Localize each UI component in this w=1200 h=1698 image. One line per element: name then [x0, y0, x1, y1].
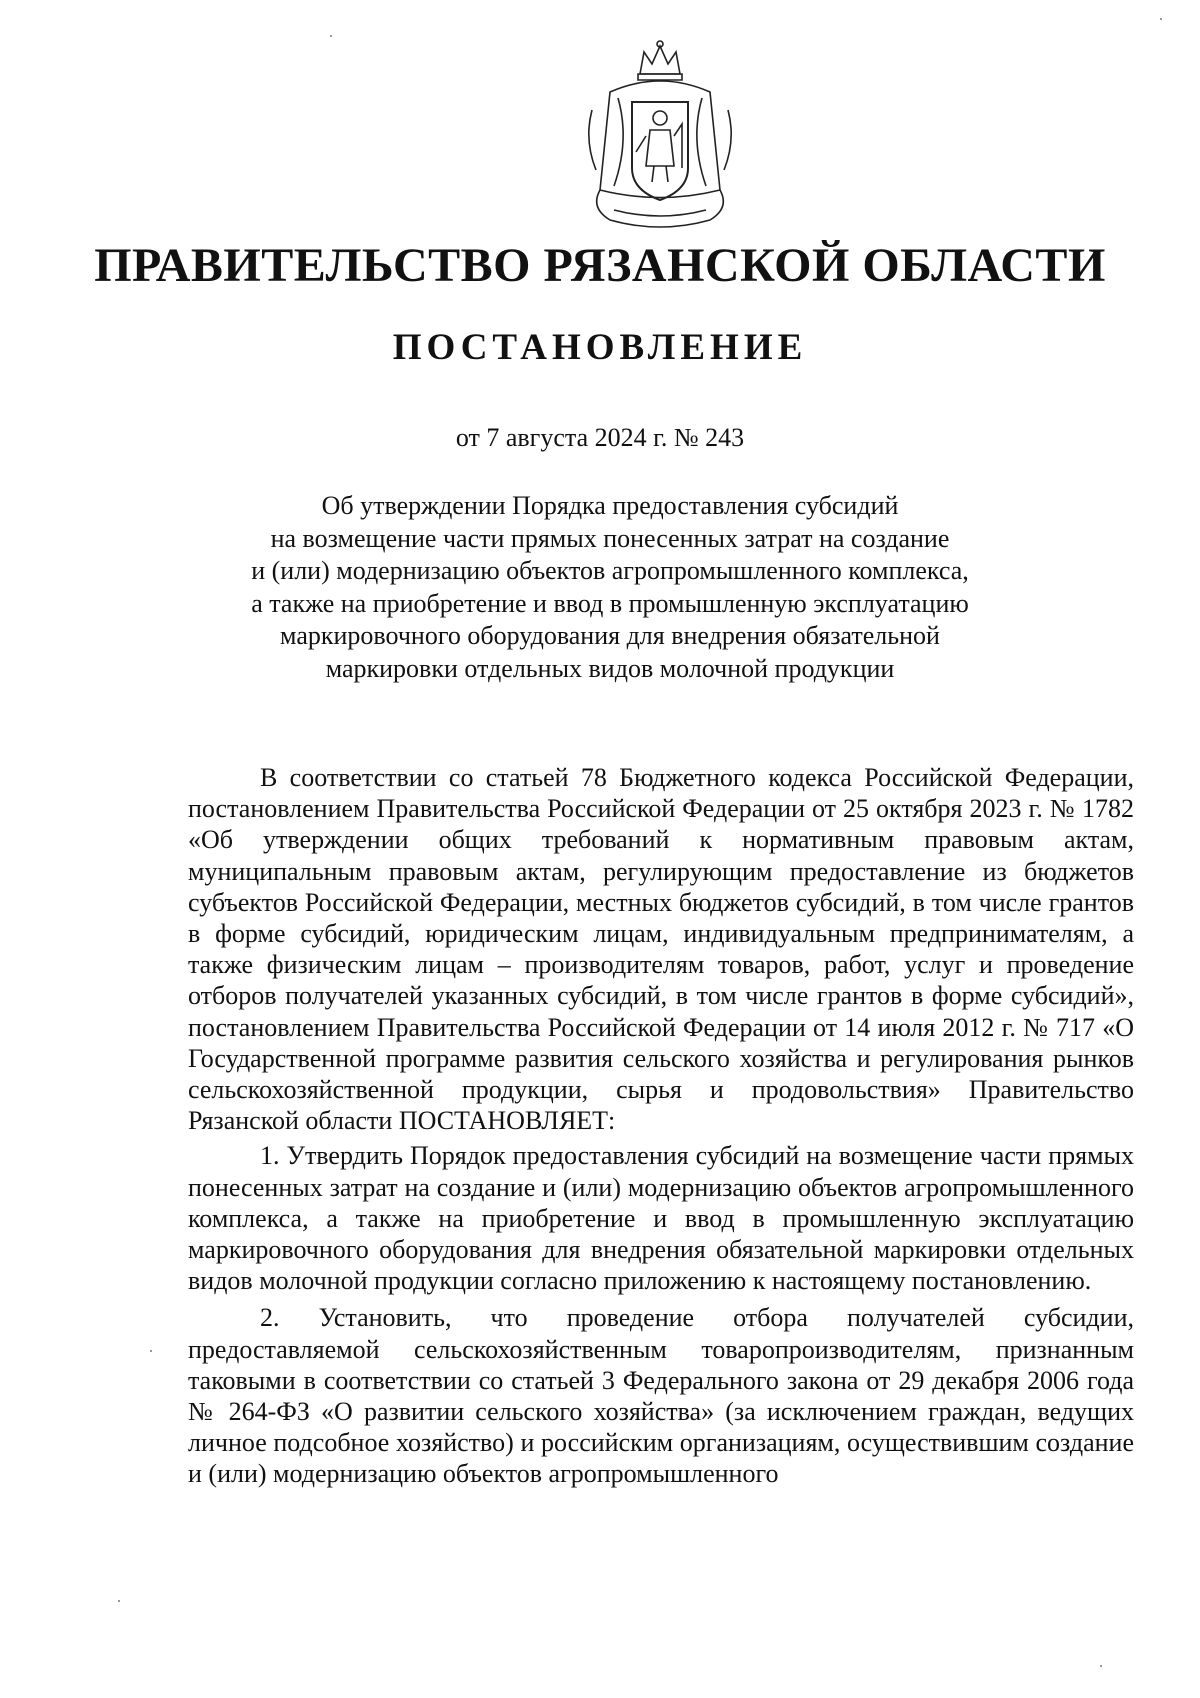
subject-line: Об утверждении Порядка предоставления субсидий — [321, 491, 899, 520]
subject-line: а также на приобретение и ввод в промышленную эксплуатацию — [251, 588, 969, 618]
scan-speck — [150, 1350, 152, 1352]
document-date-number: от 7 августа 2024 г. № 243 — [455, 423, 745, 452]
document-body — [188, 762, 1134, 1490]
government-title: ПРАВИТЕЛЬСТВО РЯЗАНСКОЙ ОБЛАСТИ — [94, 239, 1106, 292]
subject-line: маркировочного оборудования для внедрения обязательной — [280, 621, 940, 650]
document-type: ПОСТАНОВЛЕНИЕ — [392, 327, 808, 368]
item-2-paragraph: 2. Установить, что проведение отбора получателей субсидии, предоставляемой сельскохозяйственным товаропроизводителям, признанным таковыми в соответствии со статьей 3 Федерального закона от 29 декабря 2006 года № 264-ФЗ «О развитии сельского хозяйства» (за исключением граждан, ведущих личное подсобное хозяйство) и российским организациям, осуществившим создание и (или) модернизацию объектов агропромышленного — [188, 1303, 1134, 1489]
scan-speck — [1160, 18, 1162, 20]
coat-of-arms-icon — [570, 40, 750, 230]
scan-speck — [1100, 1665, 1102, 1667]
scan-speck — [330, 35, 332, 37]
subject-line: маркировки отдельных видов молочной продукции — [325, 653, 895, 683]
item-1-paragraph: 1. Утвердить Порядок предоставления субсидий на возмещение части прямых понесенных затрат на создание и (или) модернизацию объектов агропромышленного комплекса, а также на приобретение и ввод в промышленную эксплуатацию маркировочного оборудования для внедрения обязательной маркировки отдельных видов молочной продукции согласно приложению к настоящему постановлению. — [188, 1141, 1134, 1296]
document-subject — [230, 490, 990, 685]
subject-line: на возмещение части прямых понесенных затрат на создание — [270, 523, 950, 553]
subject-line: и (или) модернизацию объектов агропромышленного комплекса, — [251, 556, 969, 585]
scan-speck — [118, 1600, 120, 1602]
preamble-paragraph: В соответствии со статьей 78 Бюджетного кодекса Российской Федерации, постановлением Правительства Российской Федерации от 25 октября 2023 г. № 1782 «Об утверждении общих требований к нормативным правовым актам, муниципальным правовым актам, регулирующим предоставление из бюджетов субъектов Российской Федерации, местных бюджетов субсидий, в том числе грантов в форме субсидий, юридическим лицам, индивидуальным предпринимателям, а также физическим лицам – производителям товаров, работ, услуг и проведение отборов получателей указанных субсидий, в том числе грантов в форме субсидий», постановлением Правительства Российской Федерации от 14 июля 2012 г. № 717 «О Государственной программе развития сельского хозяйства и регулирования рынков сельскохозяйственной продукции, сырья и продовольствия» Правительство Рязанской области ПОСТАНОВЛЯЕТ: — [188, 763, 1134, 1136]
